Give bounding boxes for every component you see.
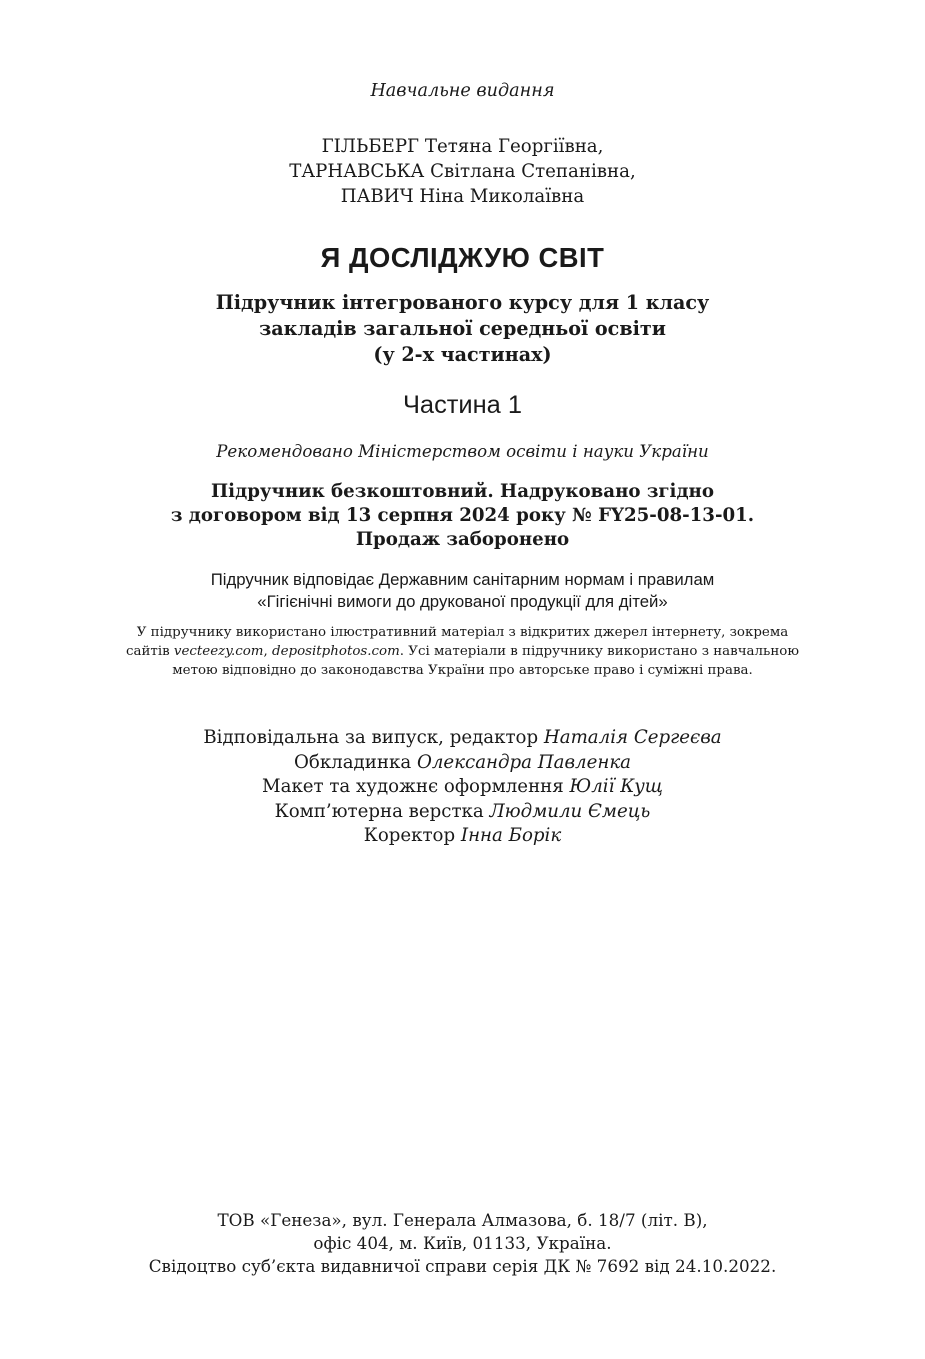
credit-name: Наталія Сергеєва [543,727,722,748]
credit-role: Комп’ютерна верстка [274,800,484,822]
credit-name: Олександра Павленка [416,751,632,773]
sources-line-2 [0,642,925,661]
authors [0,134,925,209]
credit-row [0,775,925,800]
publisher-line-2: офіс 404, м. Київ, 01133, Україна. [313,1233,612,1253]
credit-name: Інна Борік [460,825,562,846]
credit-row [0,726,925,751]
sources-line-3: метою відповідно до законодавства України про авторське право і суміжні права. [172,663,753,678]
credit-name: Людмили Ємець [489,800,651,822]
ministry-recommendation: Рекомендовано Міністерством освіти і науки України [216,442,709,461]
sanitary-line-2: «Гігієнічні вимоги до друкованої продукції для дітей» [257,592,668,611]
publisher-info [0,1209,925,1278]
free-notice-line-3: Продаж заборонено [355,529,570,550]
publisher-line-3: Свідоцтво суб’єкта видавничої справи серія ДК № 7692 від 24.10.2022. [148,1256,777,1276]
sources-line-1: У підручнику використано ілюстративний матеріал з відкритих джерел інтернету, зокрема [136,625,789,640]
part-number: Частина 1 [402,391,523,419]
image-sources-notice [0,623,925,680]
sources-prefix: сайтів [126,644,174,659]
credit-role: Макет та художнє оформлення [262,776,564,797]
credit-row [0,824,925,849]
author-2: ТАРНАВСЬКА Світлана Степанівна, [289,161,636,182]
publisher-line-1: ТОВ «Генеза», вул. Генерала Алмазова, б. 18/7 (літ. В), [217,1210,708,1230]
credit-name: Юлії Кущ [569,776,663,797]
edition-type: Навчальне видання [370,81,555,101]
credit-role: Обкладинка [293,751,412,773]
sanitary-compliance [0,569,925,613]
book-title: Я ДОСЛІДЖУЮ СВІТ [320,242,605,273]
credits [0,726,925,849]
credit-role: Відповідальна за випуск, редактор [203,727,539,748]
source-site-1: vecteezy.com [173,644,264,659]
free-notice [0,480,925,552]
subtitle-line-3: (у 2-х частинах) [373,343,552,366]
sources-suffix: . Усі матеріали в підручнику використано з навчальною [399,644,799,659]
sources-separator: , [263,644,273,659]
book-subtitle [0,290,925,368]
subtitle-line-1: Підручник інтегрованого курсу для 1 класу [215,291,710,314]
author-1: ГІЛЬБЕРГ Тетяна Георгіївна, [321,136,604,157]
credit-row [0,800,925,825]
author-3: ПАВИЧ Ніна Миколаївна [340,186,585,207]
source-site-2: depositphotos.com [272,644,400,659]
free-notice-line-2: з договором від 13 серпня 2024 року № FY25-08-13-01. [170,505,755,526]
credit-role: Коректор [363,825,456,846]
subtitle-line-2: закладів загальної середньої освіти [259,317,666,340]
credit-row [0,751,925,776]
sanitary-line-1: Підручник відповідає Державним санітарним нормам і правилам [210,570,715,589]
free-notice-line-1: Підручник безкоштовний. Надруковано згідно [211,481,714,502]
